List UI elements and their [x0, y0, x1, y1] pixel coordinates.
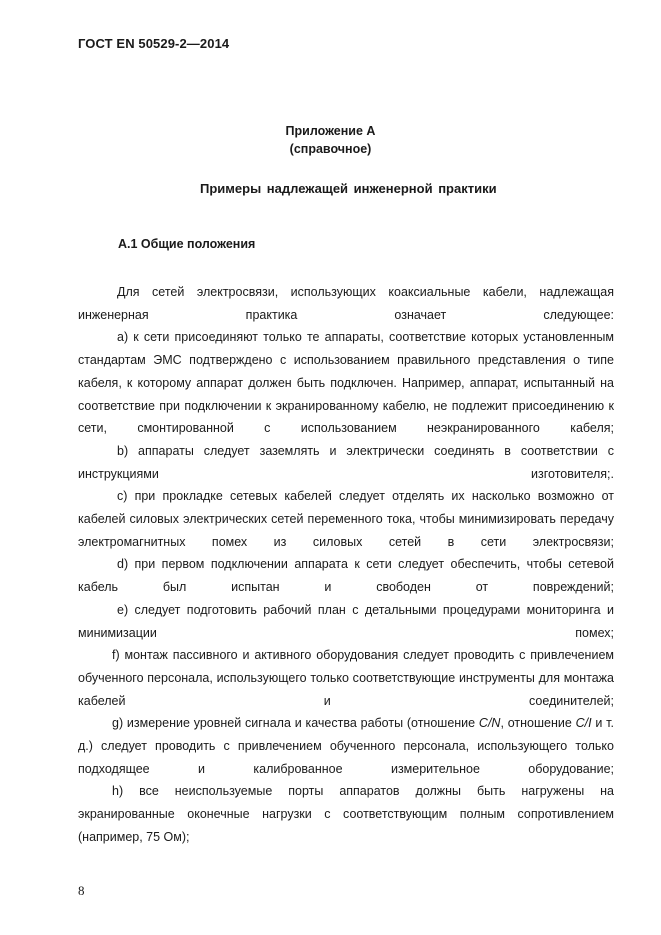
list-item-g	[78, 712, 614, 780]
list-item-e: e) следует подготовить рабочий план с детальными процедурами мониторинга и минимизации помех;	[78, 602, 614, 640]
list-item-g-text-1: g) измерение уровней сигнала и качества работы (отношение	[112, 716, 479, 731]
page-number: 8	[78, 883, 85, 898]
list-item-b: b) аппараты следует заземлять и электрически соединять в соответствии с инструкциями изготовителя;.	[78, 443, 614, 481]
list-item-f: f) монтаж пассивного и активного оборудования следует проводить с привлечением обученного персонала, использующего только соответствующие инструменты для монтажа кабелей и соединителей;	[78, 648, 614, 708]
annex-heading: Примеры надлежащей инженерной практики	[200, 181, 497, 196]
ratio-ci: C/I	[575, 716, 592, 731]
section-title: А.1 Общие положения	[118, 237, 256, 251]
annex-title: Приложение А	[285, 124, 376, 138]
annex-subtitle: (справочное)	[289, 142, 372, 156]
list-item-a: а) к сети присоединяют только те аппараты, соответствие которых установленным стандартам ЭМС подтверждено с использованием правильного представления о типе кабеля, к которому аппарат должен быть подключен. Например, аппарат, испытанный на соответствие при подключении к экранированному кабелю, не подлежит присоединению к сети, смонтированной с использованием неэкранированного кабеля;	[78, 330, 614, 436]
ratio-cn: C/N	[478, 716, 501, 731]
body-text	[78, 281, 614, 849]
list-item-g-text-3: и т. д.) следует проводить с привлечением обученного персонала, использующего только подходящее и калиброванное измерительное оборудование;	[78, 716, 614, 776]
standard-designation: ГОСТ EN 50529-2—2014	[78, 36, 230, 51]
list-item-h: h) все неиспользуемые порты аппаратов должны быть нагружены на экранированные оконечные нагрузки с соответствующим полным сопротивлением (например, 75 Ом);	[78, 784, 614, 844]
list-item-g-text-2: , отношение	[500, 716, 576, 731]
list-item-d: d) при первом подключении аппарата к сети следует обеспечить, чтобы сетевой кабель был испытан и свободен от повреждений;	[78, 557, 614, 595]
paragraph-intro: Для сетей электросвязи, использующих коаксиальные кабели, надлежащая инженерная практика означает следующее:	[78, 285, 614, 322]
list-item-c: c) при прокладке сетевых кабелей следует отделять их насколько возможно от кабелей силовых электрических сетей переменного тока, чтобы минимизировать передачу электромагнитных помех из силовых сетей в сети электросвязи;	[78, 489, 614, 549]
